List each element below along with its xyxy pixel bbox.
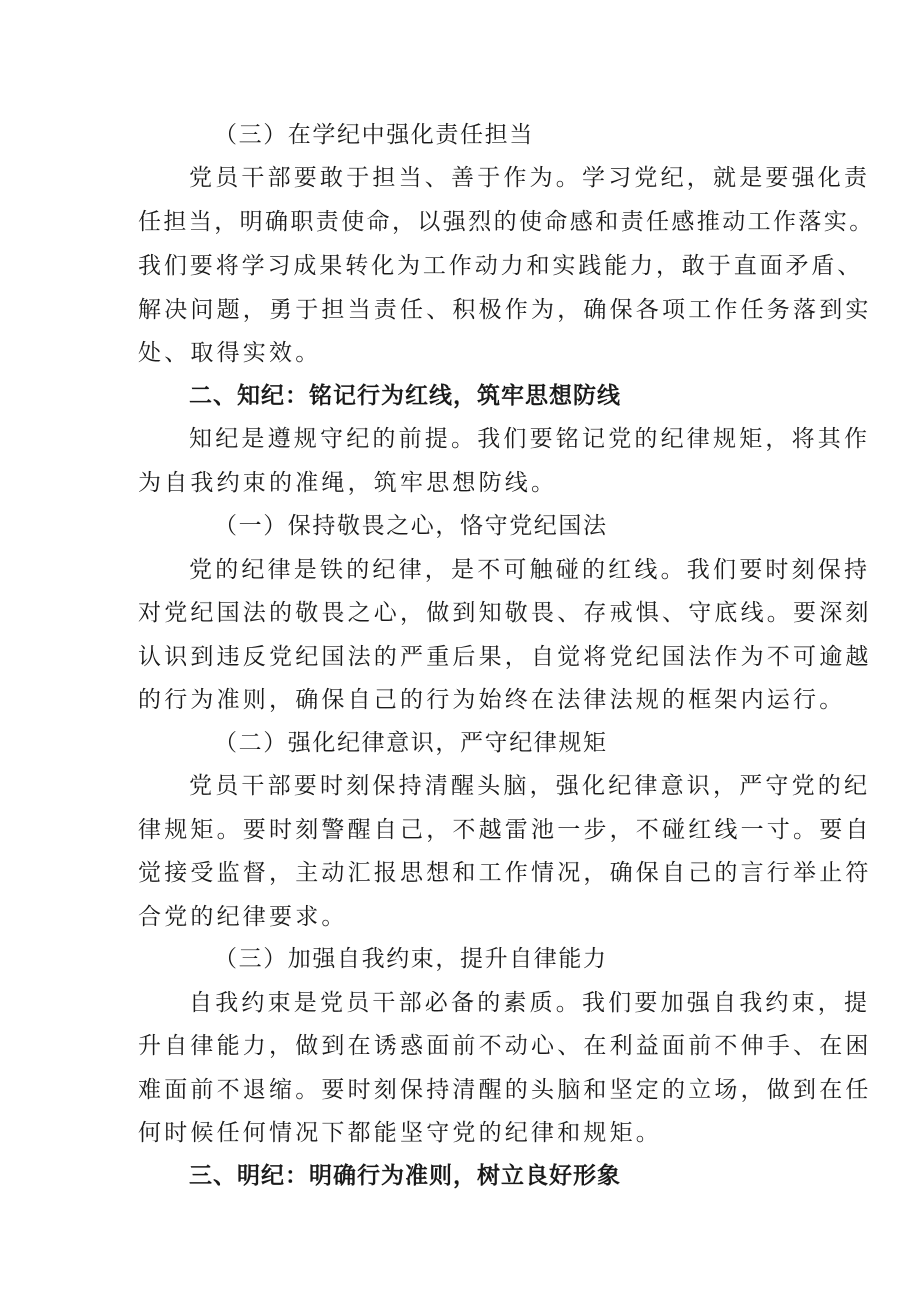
paragraph-line: 合党的纪律要求。 — [138, 904, 348, 930]
paragraph-line: 解决问题，勇于担当责任、积极作为，确保各项工作任务落到实 — [138, 297, 872, 323]
paragraph-line: 觉接受监督，主动汇报思想和工作情况，确保自己的言行举止符 — [138, 860, 872, 886]
paragraph-line: 我们要将学习成果转化为工作动力和实践能力，敢于直面矛盾、 — [138, 253, 864, 279]
paragraph-line: 律规矩。要时刻警醒自己，不越雷池一步，不碰红线一寸。要自 — [138, 817, 872, 843]
subsection-heading: （二）强化纪律意识，严守纪律规矩 — [214, 730, 608, 756]
paragraph-line: 党员干部要敢于担当、善于作为。学习党纪，就是要强化责 — [189, 165, 871, 191]
section-heading: 三、明纪：明确行为准则，树立良好形象 — [189, 1163, 621, 1189]
subsection-heading: （三）在学纪中强化责任担当 — [214, 122, 534, 148]
paragraph-line: 难面前不退缩。要时刻保持清醒的头脑和坚定的立场，做到在任 — [138, 1077, 872, 1103]
paragraph-line: 何时候任何情况下都能坚守党的纪律和规矩。 — [138, 1120, 662, 1146]
paragraph-line: 自我约束是党员干部必备的素质。我们要加强自我约束，提 — [189, 990, 871, 1016]
section-heading: 二、知纪：铭记行为红线，筑牢思想防线 — [189, 383, 621, 409]
paragraph-line: 知纪是遵规守纪的前提。我们要铭记党的纪律规矩，将其作 — [189, 426, 871, 452]
subsection-heading: （三）加强自我约束，提升自律能力 — [214, 946, 608, 972]
subsection-heading: （一）保持敬畏之心，恪守党纪国法 — [214, 513, 608, 539]
paragraph-line: 认识到违反党纪国法的严重后果，自觉将党纪国法作为不可逾越 — [138, 644, 872, 670]
paragraph-line: 升自律能力，做到在诱惑面前不动心、在利益面前不伸手、在困 — [138, 1033, 872, 1059]
paragraph-line: 为自我约束的准绳，筑牢思想防线。 — [138, 470, 558, 496]
paragraph-line: 党员干部要时刻保持清醒头脑，强化纪律意识，严守党的纪 — [189, 773, 871, 799]
paragraph-line: 处、取得实效。 — [138, 340, 322, 366]
paragraph-line: 任担当，明确职责使命，以强烈的使命感和责任感推动工作落实。 — [138, 209, 875, 235]
paragraph-line: 的行为准则，确保自己的行为始终在法律法规的框架内运行。 — [138, 687, 846, 713]
paragraph-line: 对党纪国法的敬畏之心，做到知敬畏、存戒惧、守底线。要深刻 — [138, 600, 872, 626]
paragraph-line: 党的纪律是铁的纪律，是不可触碰的红线。我们要时刻保持 — [189, 557, 871, 583]
